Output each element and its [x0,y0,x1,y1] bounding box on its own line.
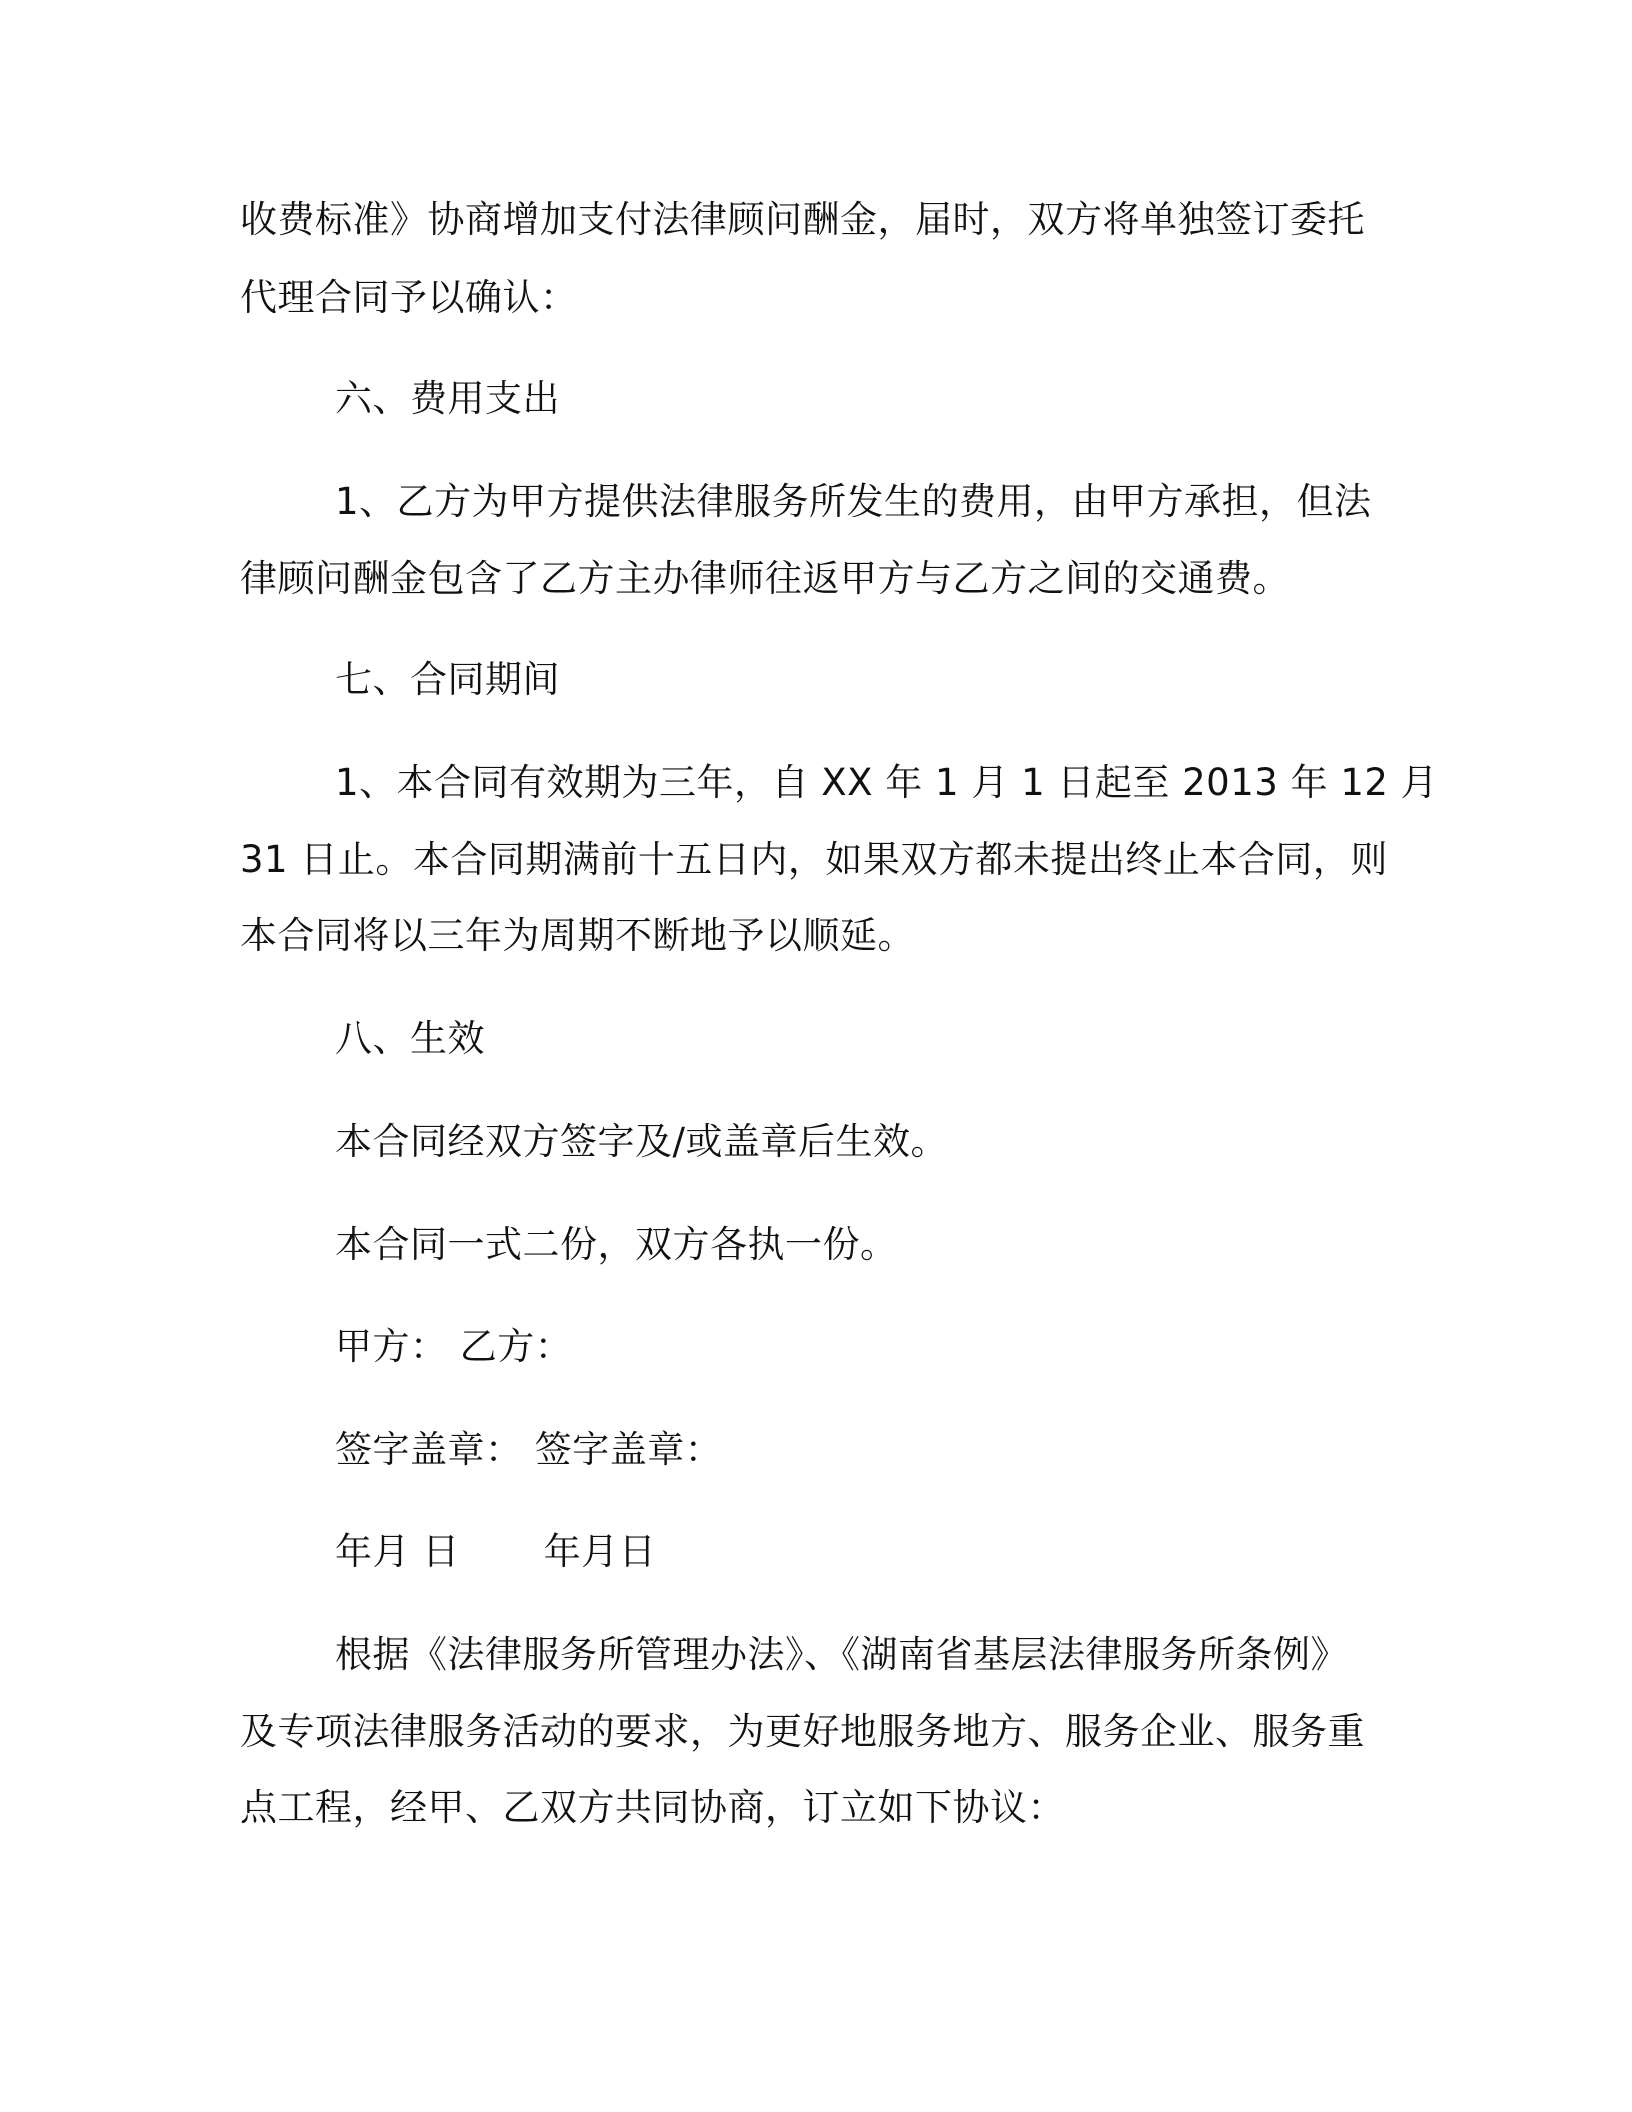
text-line: 收费标准》协商增加支付法律顾问酬金，届时，双方将单独签订委托 [240,198,1365,241]
date-line [335,1526,656,1578]
text-line: 及专项法律服务活动的要求，为更好地服务地方、服务企业、服务重 [240,1710,1365,1753]
text-line: 本合同经双方签字及/或盖章后生效。 [335,1120,948,1163]
section-heading: 六、费用支出 [335,377,560,420]
date-right: 年月日 [543,1530,657,1573]
party-line: 甲方： 乙方： [335,1325,573,1368]
text-line: 根据《法律服务所管理办法》、《湖南省基层法律服务所条例》 [335,1633,1348,1676]
section-heading: 七、合同期间 [335,658,560,701]
section-heading: 八、生效 [335,1017,485,1060]
text-line: 本合同将以三年为周期不断地予以顺延。 [240,914,915,957]
text-line: 31 日止。本合同期满前十五日内，如果双方都未提出终止本合同，则 [240,838,1388,881]
date-left: 年月 日 [335,1530,460,1573]
text-line: 本合同一式二份，双方各执一份。 [335,1223,898,1266]
text-line: 1、本合同有效期为三年，自 XX 年 1 月 1 日起至 2013 年 12 月 [335,761,1439,804]
signature-line: 签字盖章： 签字盖章： [335,1428,723,1471]
text-line: 点工程，经甲、乙双方共同协商，订立如下协议： [240,1786,1065,1829]
text-line: 代理合同予以确认： [240,276,578,319]
text-line: 1、乙方为甲方提供法律服务所发生的费用，由甲方承担，但法 [335,480,1372,523]
text-line: 律顾问酬金包含了乙方主办律师往返甲方与乙方之间的交通费。 [240,557,1290,600]
